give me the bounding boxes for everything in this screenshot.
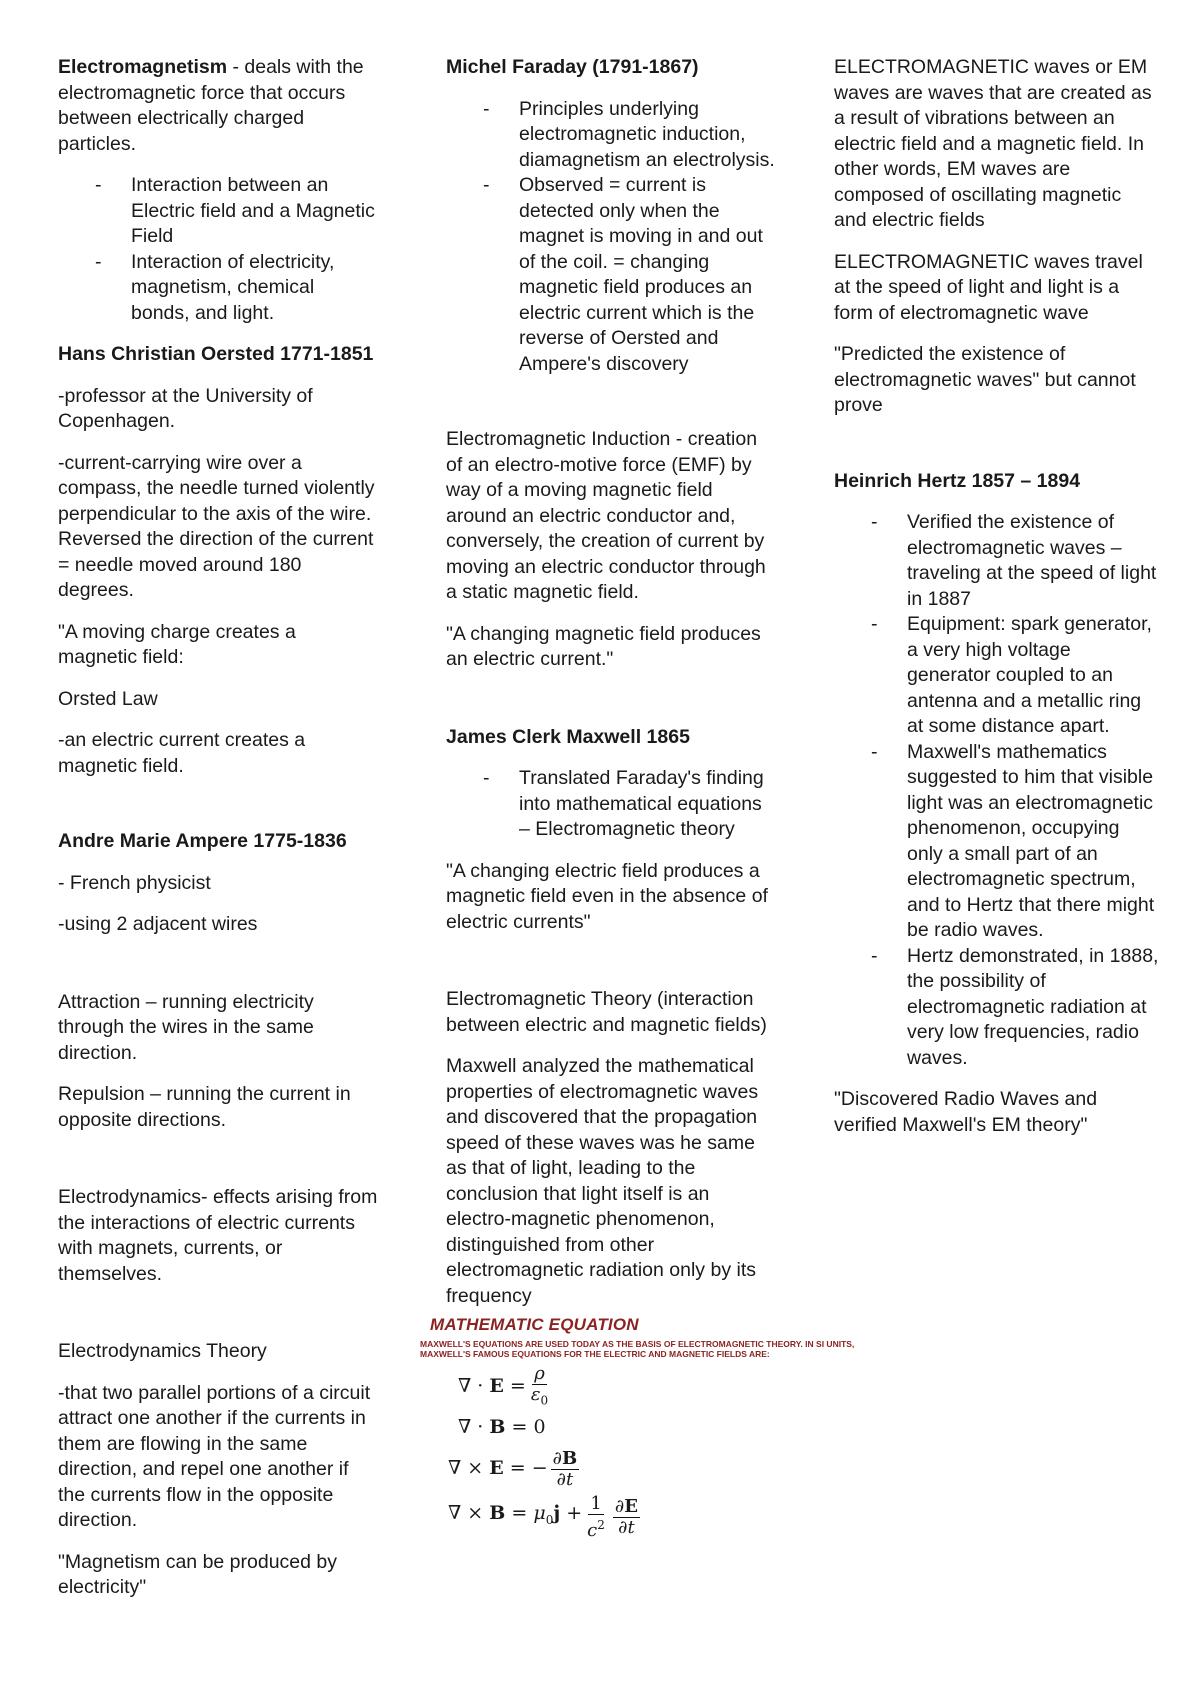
electrodynamics-theory-definition: -that two parallel portions of a circuit attract one another if the currents in them are flowing in the same direction, and repel one another if the currents flow in the opposite direction. bbox=[58, 1381, 371, 1531]
orsted-law-definition: -an electric current creates a magnetic field. bbox=[58, 729, 306, 777]
attraction-paragraph: Attraction – running electricity through the wires in the same direction. bbox=[58, 990, 314, 1064]
equation-intro: MAXWELL'S EQUATIONS ARE USED TODAY AS THE BASIS OF ELECTROMAGNETIC THEORY. IN SI UNITS, MAXWELL'S FAMOUS EQUATIONS FOR THE ELECTRIC AND MAGNETIC FIELDS ARE: bbox=[420, 1339, 855, 1359]
electromagnetism-definition: - deals with the electromagnetic force that occurs between electrically charged particles. bbox=[58, 56, 364, 155]
ampere-paragraph-2: -using 2 adjacent wires bbox=[58, 913, 258, 935]
maxwell-equations bbox=[446, 1363, 776, 1541]
equation-figure bbox=[420, 1315, 855, 1541]
em-theory-paragraph: Electromagnetic Theory (interaction between electric and magnetic fields) bbox=[446, 988, 767, 1036]
list-item: - Principles underlying electromagnetic induction, diamagnetism an electrolysis. bbox=[446, 97, 776, 174]
maxwell-heading: James Clerk Maxwell 1865 bbox=[446, 725, 690, 748]
oersted-quote: "A moving charge creates a magnetic field: bbox=[58, 620, 296, 668]
column-3 bbox=[834, 55, 1159, 1154]
faraday-law-equation: ∇ × E = − $\frac{\partial B}{\partial t}$ bbox=[448, 1447, 578, 1490]
list-item: - Verified the existence of electromagnetic waves – traveling at the speed of light in 1887 bbox=[834, 510, 1159, 612]
induction-paragraph: Electromagnetic Induction - creation of an electro-motive force (EMF) by way of a moving magnetic field around an electric conductor and, conversely, the creation of current by moving an electric conductor through a static magnetic field. bbox=[446, 428, 766, 603]
predicted-quote: "Predicted the existence of electromagnetic waves" but cannot prove bbox=[834, 343, 1136, 416]
maxwell-quote: "A changing electric field produces a magnetic field even in the absence of electric currents" bbox=[446, 859, 768, 933]
oersted-paragraph-2: -current-carrying wire over a compass, the needle turned violently perpendicular to the axis of the wire. Reversed the direction of the current = needle moved around 180 degrees. bbox=[58, 451, 375, 601]
hertz-heading: Heinrich Hertz 1857 – 1894 bbox=[834, 469, 1081, 492]
list-item: - Observed = current is detected only when the magnet is moving in and out of the coil. = changing magnetic field produces an electric current which is the reverse of Oersted and Ampere's discovery bbox=[446, 173, 776, 377]
column-2 bbox=[420, 55, 855, 1541]
list-item: - Maxwell's mathematics suggested to him that visible light was an electromagnetic phenomenon, occupying only a small part of an electromagnetic spectrum, and to Hertz that there might be radio waves. bbox=[834, 740, 1159, 944]
list-item: - Hertz demonstrated, in 1888, the possibility of electromagnetic radiation at very low frequencies, radio waves. bbox=[834, 944, 1159, 1072]
ampere-maxwell-equation: ∇ × $B = \mu_0j$ + $\frac{1}{c^2}$ $\frac{\partial E}{\partial t}$ bbox=[448, 1492, 638, 1541]
maxwell-analysis-paragraph: Maxwell analyzed the mathematical properties of electromagnetic waves and discovered that the propagation speed of these waves was he same as that of light, leading to the conclusion that light itself is an electro-magnetic phenomenon, distinguished from other electromagnetic radiation only by its frequency bbox=[446, 1055, 759, 1307]
list-item: - Equipment: spark generator, a very high voltage generator coupled to an antenna and a metallic ring at some distance apart. bbox=[834, 612, 1159, 740]
repulsion-paragraph: Repulsion – running the current in opposite directions. bbox=[58, 1083, 351, 1131]
em-waves-definition: ELECTROMAGNETIC waves or EM waves are waves that are created as a result of vibrations between an electric field and a magnetic field. In other words, EM waves are composed of oscillating magnetic and electric fields bbox=[834, 56, 1152, 231]
list-item: - Translated Faraday's finding into mathematical equations – Electromagnetic theory bbox=[446, 766, 776, 843]
list-item: - Interaction of electricity, magnetism, chemical bonds, and light. bbox=[58, 250, 378, 327]
electromagnetism-bullets bbox=[58, 173, 378, 326]
gauss-law-equation: ∇ · E = $\frac{\rho}{\varepsilon_0}$ bbox=[458, 1362, 549, 1408]
em-waves-speed: ELECTROMAGNETIC waves travel at the speed of light and light is a form of electromagnetic wave bbox=[834, 250, 1143, 324]
hertz-bullets bbox=[834, 510, 1159, 1071]
faraday-bullets bbox=[446, 97, 776, 378]
ampere-heading: Andre Marie Ampere 1775-1836 bbox=[58, 830, 347, 852]
equation-title: MATHEMATIC EQUATION bbox=[430, 1315, 639, 1334]
orsted-law-heading: Orsted Law bbox=[58, 687, 158, 710]
electrodynamics-paragraph: Electrodynamics- effects arising from the interactions of electric currents with magnets, currents, or themselves. bbox=[58, 1186, 378, 1285]
faraday-heading: Michel Faraday (1791-1867) bbox=[446, 56, 699, 78]
oersted-heading: Hans Christian Oersted 1771-1851 bbox=[58, 343, 374, 365]
ampere-paragraph-1: - French physicist bbox=[58, 871, 211, 894]
electromagnetism-paragraph bbox=[58, 55, 378, 157]
gauss-magnetism-equation: ∇ · B = 0 bbox=[458, 1416, 546, 1439]
induction-quote: "A changing magnetic field produces an electric current." bbox=[446, 622, 761, 670]
magnetism-quote: "Magnetism can be produced by electricity" bbox=[58, 1550, 337, 1598]
column-1 bbox=[58, 55, 378, 1617]
list-item: - Interaction between an Electric field and a Magnetic Field bbox=[58, 173, 378, 250]
electrodynamics-theory-heading: Electrodynamics Theory bbox=[58, 1340, 267, 1362]
electromagnetism-term: Electromagnetism bbox=[58, 56, 228, 78]
oersted-paragraph-1: -professor at the University of Copenhagen. bbox=[58, 384, 313, 432]
hertz-quote: "Discovered Radio Waves and verified Maxwell's EM theory" bbox=[834, 1088, 1098, 1136]
maxwell-bullets bbox=[446, 766, 776, 843]
